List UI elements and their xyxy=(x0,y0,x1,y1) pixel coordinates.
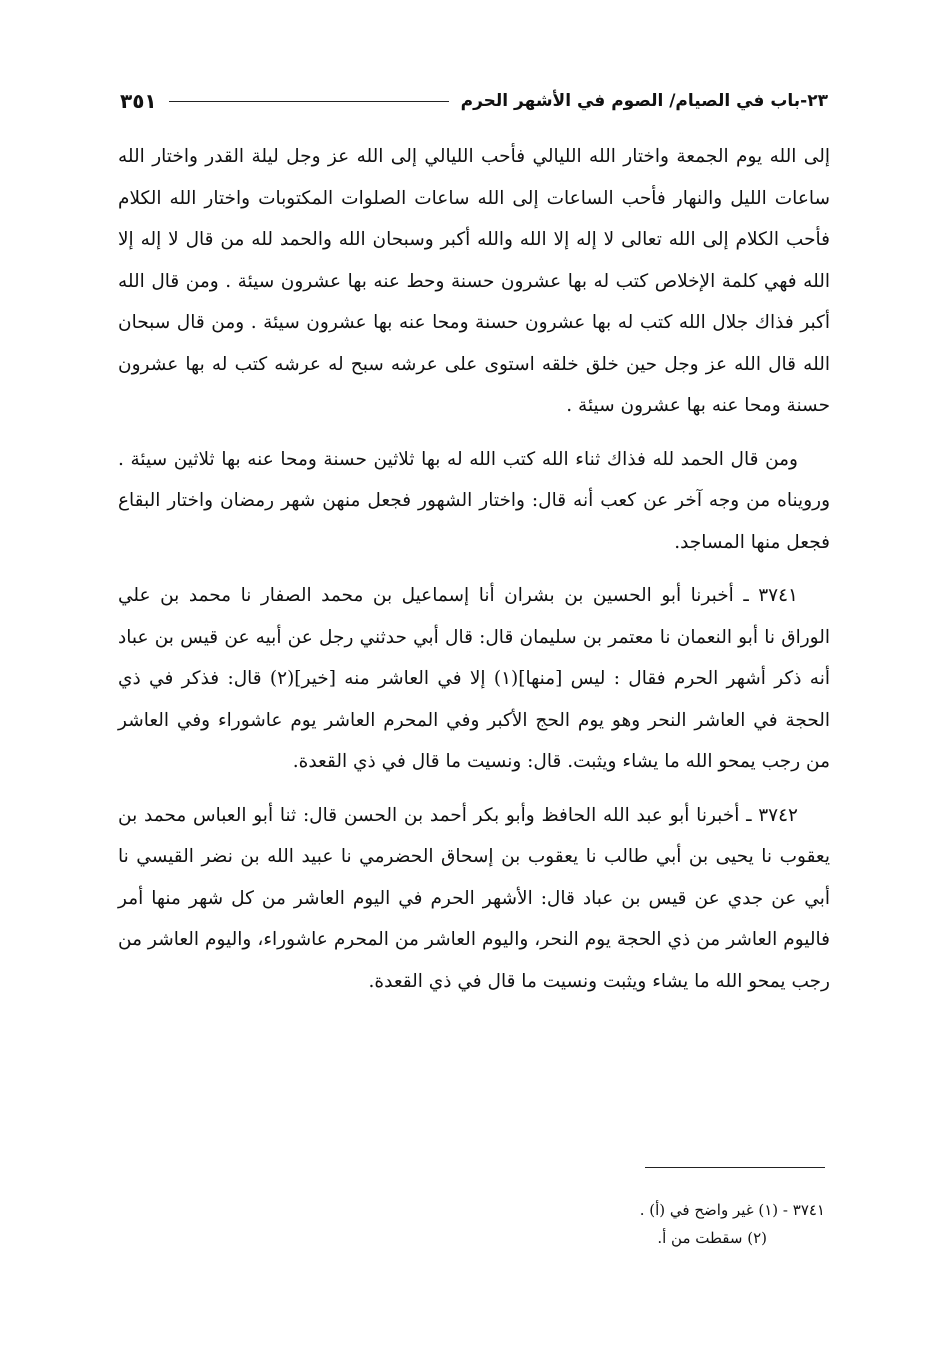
page-number: ٣٥١ xyxy=(120,89,157,113)
chapter-title: ٢٣-باب في الصيام/ الصوم في الأشهر الحرم xyxy=(460,91,828,111)
hadith-3741: ٣٧٤١ ـ أخبرنا أبو الحسين بن بشران أنا إسماعيل بن محمد الصفار نا محمد بن علي الوراق نا أبو النعمان نا معتمر بن سليمان قال: قال أبي حدثني رجل عن أبيه عن قيس بن عباد أنه ذكر أشهر الحرم فقال : ليس [منها](١) إلا في العاشر منه [خير](٢) قال: فذكر في ذي الحجة في العاشر النحر وهو يوم الحج الأكبر وفي المحرم العاشر يوم عاشوراء وفي العاشر من رجب يمحو الله ما يشاء ويثبت. قال: ونسيت ما قال في ذي القعدة. xyxy=(118,585,830,772)
footnote-2: (٢) سقطت من أ. xyxy=(657,1229,767,1247)
footnote-1: ٣٧٤١ - (١) غير واضح في (أ) . xyxy=(639,1201,825,1219)
main-text xyxy=(118,136,830,1014)
running-header xyxy=(120,84,828,118)
paragraph-continuation: إلى الله يوم الجمعة واختار الله الليالي فأحب الليالي إلى الله عز وجل ليلة القدر واختار الله ساعات الليل والنهار فأحب الساعات إلى الله ساعات الصلوات المكتوبات واختار الله الكلام فأحب الكلام إلى الله تعالى لا إله إلا الله والله أكبر وسبحان الله والحمد لله من قال لا إله إلا الله فهي كلمة الإخلاص كتب له بها عشرون حسنة وحط عنه بها عشرون سيئة . ومن قال الله أكبر فذاك جلال الله كتب له بها عشرون حسنة ومحا عنه بها عشرون سيئة . ومن قال سبحان الله قال الله عز وجل حين خلق خلقه استوى على عرشه سبح له عرشه كتب له بها عشرون حسنة ومحا عنه بها عشرون سيئة . xyxy=(118,146,830,416)
hadith-3742: ٣٧٤٢ ـ أخبرنا أبو عبد الله الحافظ وأبو بكر أحمد بن الحسن قال: ثنا أبو العباس محمد بن يعقوب نا يحيى بن أبي طالب نا يعقوب بن إسحاق الحضرمي نا عبيد الله بن نضر القيسي نا أبي عن جدي عن قيس بن عباد قال: الأشهر الحرم في اليوم العاشر من كل شهر منها أمر فاليوم العاشر من ذي الحجة يوم النحر، واليوم العاشر من المحرم عاشوراء، واليوم العاشر من رجب يمحو الله ما يشاء ويثبت ونسيت ما قال في ذي القعدة. xyxy=(118,804,830,992)
paragraph-hamd: ومن قال الحمد لله فذاك ثناء الله كتب الله له بها ثلاثين حسنة ومحا عنه بها ثلاثين سيئة . ورويناه من وجه آخر عن كعب أنه قال: واختار الشهور فجعل منهن شهر رمضان واختار البقاع فجعل منها المساجد. xyxy=(118,448,830,553)
footnotes xyxy=(420,1196,825,1252)
footnote-divider xyxy=(645,1167,825,1168)
header-divider xyxy=(169,101,449,102)
